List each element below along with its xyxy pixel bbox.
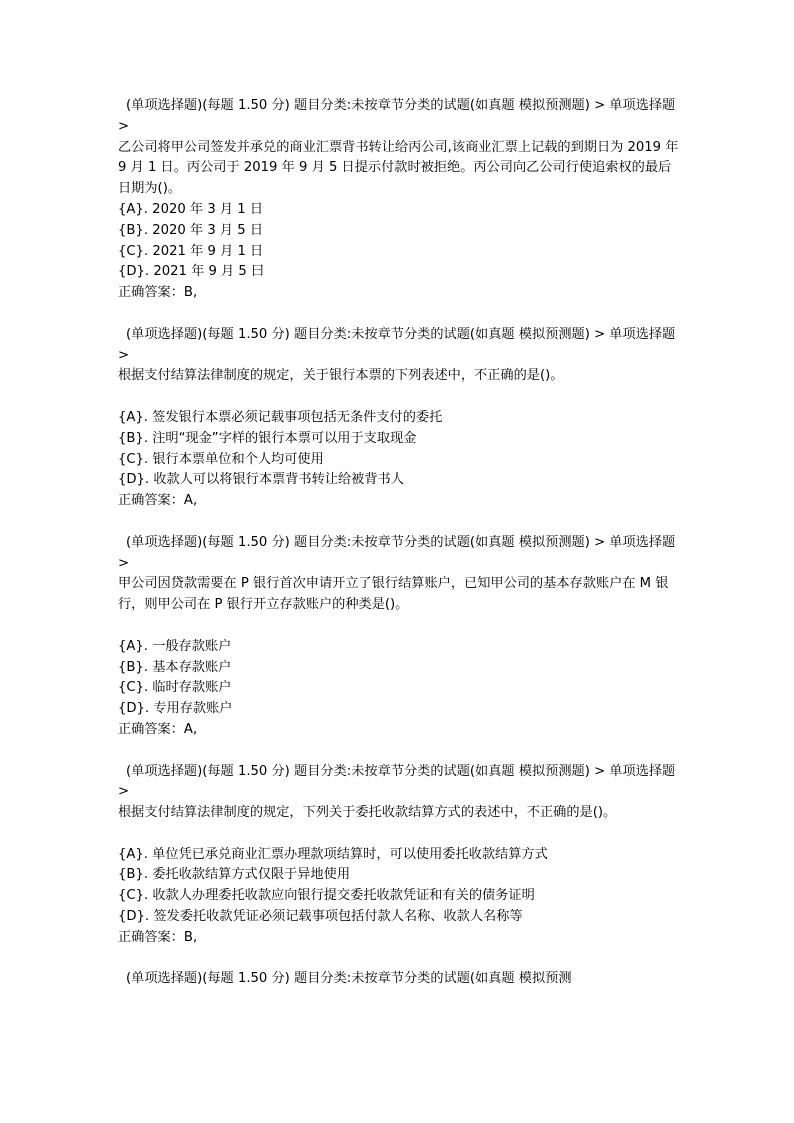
option-c: {C}. 2021 年 9 月 1 日 <box>118 243 264 259</box>
option-c: {C}. 收款人办理委托收款应向银行提交委托收款凭证和有关的债务证明 <box>118 888 535 904</box>
question-header: (单项选择题)(每题 1.50 分) 题目分类:未按章节分类的试题(如真题 模拟预测 <box>126 971 572 987</box>
option-a: {A}. 签发银行本票必须记载事项包括无条件支付的委托 <box>118 409 443 425</box>
question-3 <box>118 533 680 741</box>
option-b: {B}. 注明“现金”字样的银行本票可以用于支取现金 <box>118 430 417 446</box>
question-2 <box>118 325 680 512</box>
document-page <box>118 96 680 1011</box>
option-b: {B}. 基本存款账户 <box>118 659 232 675</box>
correct-answer: 正确答案：A, <box>118 493 198 509</box>
question-5 <box>118 969 680 990</box>
question-header: (单项选择题)(每题 1.50 分) 题目分类:未按章节分类的试题(如真题 模拟预测题) > 单项选择题 > <box>118 763 676 800</box>
option-d: {D}. 专用存款账户 <box>118 701 233 717</box>
option-d: {D}. 2021 年 9 月 5 曰 <box>118 264 265 280</box>
question-header: (单项选择题)(每题 1.50 分) 题目分类:未按章节分类的试题(如真题 模拟预测题) > 单项选择题 > <box>118 98 676 134</box>
option-c: {C}. 银行本票单位和个人均可使用 <box>118 451 324 467</box>
option-a: {A}. 一般存款账户 <box>118 638 232 654</box>
option-a: {A}. 2020 年 3 月 1 日 <box>118 201 264 217</box>
option-d: {D}. 签发委托收款凭证必须记载事项包括付款人名称、收款人名称等 <box>118 909 523 925</box>
question-stem: 乙公司将甲公司签发并承兑的商业汇票背书转让给丙公司,该商业汇票上记载的到期日为 2019 年 9 月 1 日。丙公司于 2019 年 9 月 5 日提示付款时被拒绝。丙公司向乙公司行使追索权的最后日期为()。 <box>118 139 679 197</box>
option-c: {C}. 临时存款账户 <box>118 680 232 696</box>
option-b: {B}. 2020 年 3 月 5 日 <box>118 222 264 238</box>
question-1 <box>118 96 680 304</box>
spacer <box>118 616 680 637</box>
spacer <box>118 824 680 845</box>
option-b: {B}. 委托收款结算方式仅限于异地使用 <box>118 867 351 883</box>
question-header: (单项选择题)(每题 1.50 分) 题目分类:未按章节分类的试题(如真题 模拟预测题) > 单项选择题 > <box>118 326 676 363</box>
question-stem: 甲公司因贷款需要在 P 银行首次申请开立了银行结算账户，已知甲公司的基本存款账户在 M 银行，则甲公司在 P 银行开立存款账户的种类是()。 <box>118 576 669 613</box>
question-4 <box>118 762 680 949</box>
correct-answer: 正确答案：B, <box>118 285 198 301</box>
correct-answer: 正确答案：B, <box>118 929 198 945</box>
correct-answer: 正确答案：A, <box>118 721 198 737</box>
question-stem: 根据支付结算法律制度的规定，下列关于委托收款结算方式的表述中，不正确的是()。 <box>118 805 617 821</box>
question-header: (单项选择题)(每题 1.50 分) 题目分类:未按章节分类的试题(如真题 模拟预测题) > 单项选择题 > <box>118 534 676 571</box>
option-d: {D}. 收款人可以将银行本票背书转让给被背书人 <box>118 472 404 488</box>
question-stem: 根据支付结算法律制度的规定，关于银行本票的下列表述中，不正确的是()。 <box>118 368 564 384</box>
spacer <box>118 387 680 408</box>
option-a: {A}. 单位凭已承兑商业汇票办理款项结算时，可以使用委托收款结算方式 <box>118 846 548 862</box>
